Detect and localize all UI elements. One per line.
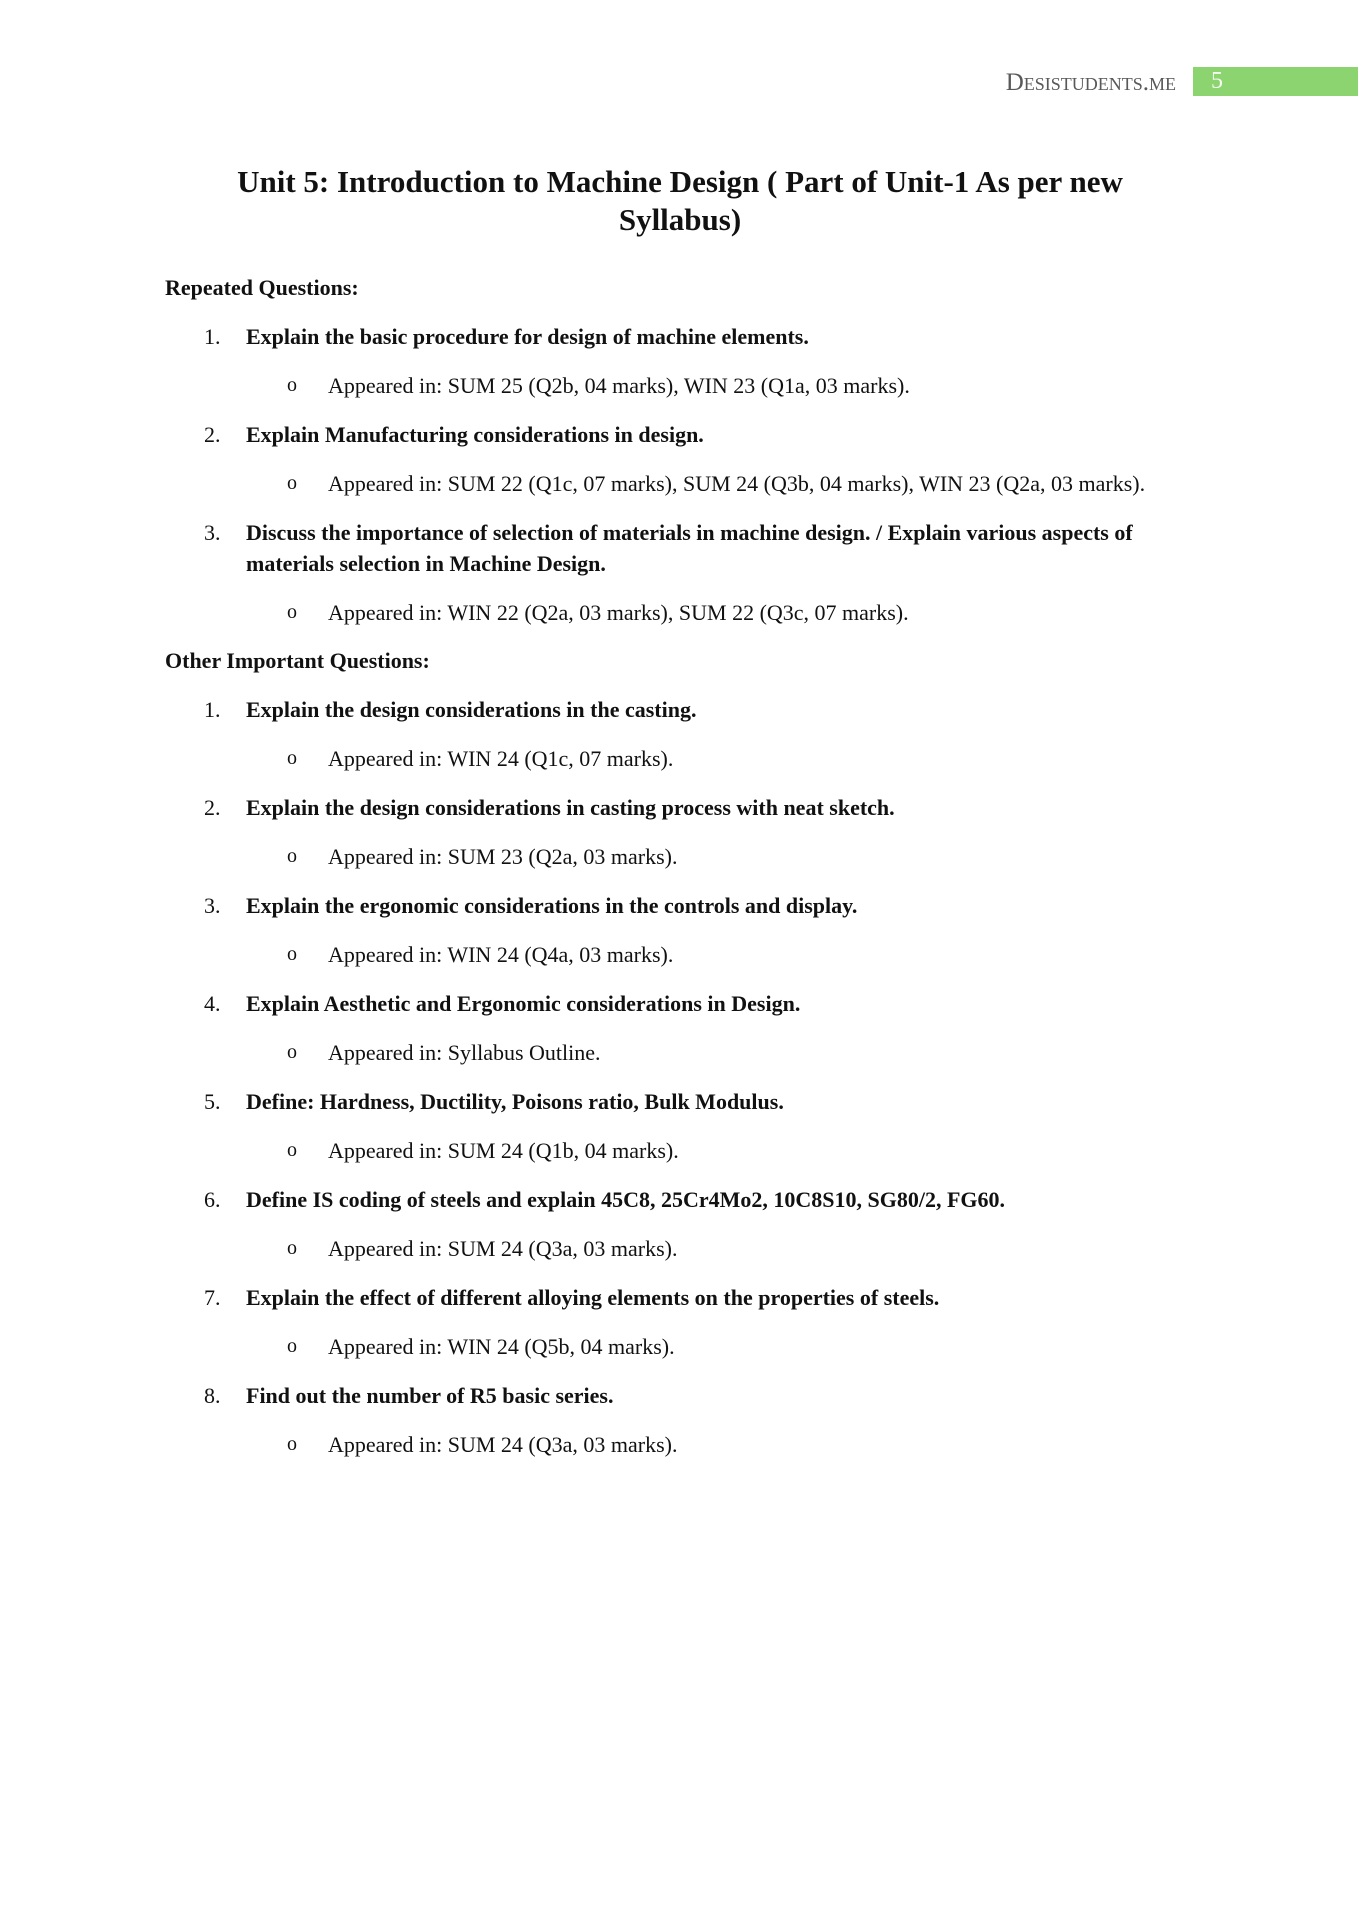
question-number: 1. <box>204 324 221 349</box>
question-number: 6. <box>204 1187 221 1212</box>
question-number: 1. <box>204 697 221 722</box>
appeared-in-text: Appeared in: SUM 24 (Q3a, 03 marks). <box>328 1432 678 1457</box>
question-text: Define IS coding of steels and explain 45C8, 25Cr4Mo2, 10C8S10, SG80/2, FG60. <box>246 1187 1006 1212</box>
question-text: Find out the number of R5 basic series. <box>246 1383 614 1408</box>
bullet-icon: o <box>287 943 297 965</box>
question-text: Explain Manufacturing considerations in design. <box>246 422 704 447</box>
appeared-in-text: Appeared in: SUM 25 (Q2b, 04 marks), WIN 23 (Q1a, 03 marks). <box>328 373 910 398</box>
question-number: 2. <box>204 422 221 447</box>
site-name: Desistudents.me <box>1005 69 1176 96</box>
section-heading: Other Important Questions: <box>165 648 430 673</box>
appeared-in-text: Appeared in: SUM 22 (Q1c, 07 marks), SUM 24 (Q3b, 04 marks), WIN 23 (Q2a, 03 marks). <box>328 471 1146 496</box>
question-text: Explain the basic procedure for design of machine elements. <box>246 324 809 349</box>
bullet-icon: o <box>287 1041 297 1063</box>
question-text: Define: Hardness, Ductility, Poisons ratio, Bulk Modulus. <box>246 1089 784 1114</box>
section-heading: Repeated Questions: <box>165 275 359 300</box>
bullet-icon: o <box>287 1335 297 1357</box>
question-item <box>0 1184 1358 1264</box>
question-number: 7. <box>204 1285 221 1310</box>
question-number: 3. <box>204 520 221 545</box>
question-item <box>0 988 1358 1068</box>
question-number: 5. <box>204 1089 221 1114</box>
question-text: Explain the design considerations in casting process with neat sketch. <box>246 795 895 820</box>
question-text: Explain the ergonomic considerations in the controls and display. <box>246 893 858 918</box>
question-item <box>0 517 1358 628</box>
appeared-in-text: Appeared in: SUM 24 (Q3a, 03 marks). <box>328 1236 678 1261</box>
question-text: Explain Aesthetic and Ergonomic considerations in Design. <box>246 991 801 1016</box>
question-item <box>0 1086 1358 1166</box>
question-text: Explain the design considerations in the casting. <box>246 697 697 722</box>
document-title: Unit 5: Introduction to Machine Design ( Part of Unit-1 As per new Syllabus) <box>237 164 1123 237</box>
page-number-bar <box>1193 67 1358 96</box>
question-list <box>0 321 1358 628</box>
bullet-icon: o <box>287 601 297 623</box>
question-text: Discuss the importance of selection of materials in machine design. / Explain various aspects of materials selection in Machine Design. <box>246 520 1133 576</box>
question-number: 4. <box>204 991 221 1016</box>
question-text: Explain the effect of different alloying elements on the properties of steels. <box>246 1285 940 1310</box>
bullet-icon: o <box>287 1433 297 1455</box>
bullet-icon: o <box>287 1237 297 1259</box>
bullet-icon: o <box>287 845 297 867</box>
appeared-in-text: Appeared in: SUM 23 (Q2a, 03 marks). <box>328 844 678 869</box>
section-repeated-questions <box>0 272 1358 628</box>
question-number: 3. <box>204 893 221 918</box>
question-item <box>0 694 1358 774</box>
question-item <box>0 1380 1358 1460</box>
bullet-icon: o <box>287 1139 297 1161</box>
page-header <box>0 66 1358 98</box>
page-number: 5 <box>1211 68 1223 94</box>
appeared-in-text: Appeared in: WIN 22 (Q2a, 03 marks), SUM 22 (Q3c, 07 marks). <box>328 600 909 625</box>
question-item <box>0 419 1358 499</box>
appeared-in-text: Appeared in: Syllabus Outline. <box>328 1040 601 1065</box>
section-other-important-questions <box>0 645 1358 1460</box>
appeared-in-text: Appeared in: WIN 24 (Q5b, 04 marks). <box>328 1334 675 1359</box>
question-item <box>0 1282 1358 1362</box>
question-number: 2. <box>204 795 221 820</box>
appeared-in-text: Appeared in: SUM 24 (Q1b, 04 marks). <box>328 1138 679 1163</box>
question-number: 8. <box>204 1383 221 1408</box>
document-body <box>0 272 1358 1460</box>
bullet-icon: o <box>287 374 297 396</box>
question-item <box>0 890 1358 970</box>
question-item <box>0 792 1358 872</box>
appeared-in-text: Appeared in: WIN 24 (Q1c, 07 marks). <box>328 746 674 771</box>
question-list <box>0 694 1358 1460</box>
question-item <box>0 321 1358 401</box>
bullet-icon: o <box>287 472 297 494</box>
appeared-in-text: Appeared in: WIN 24 (Q4a, 03 marks). <box>328 942 674 967</box>
bullet-icon: o <box>287 747 297 769</box>
